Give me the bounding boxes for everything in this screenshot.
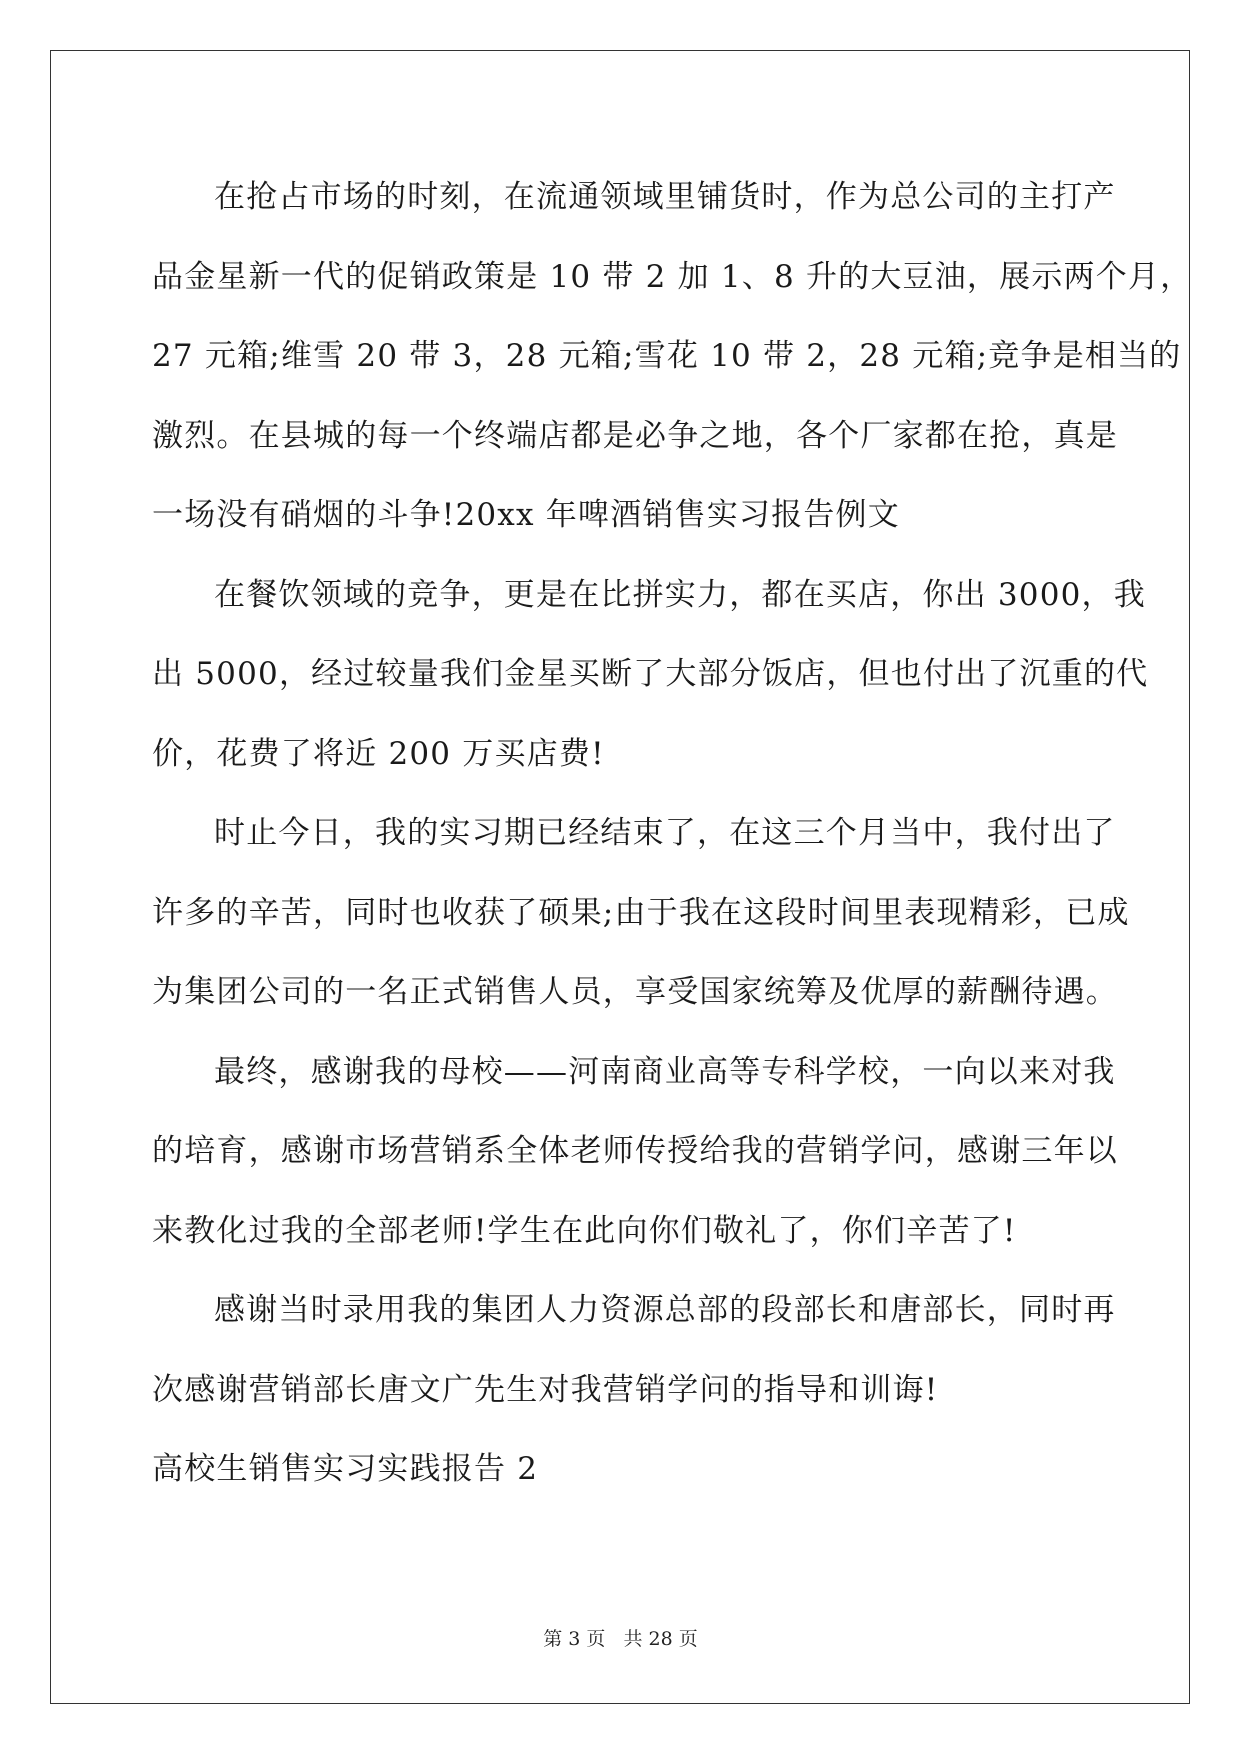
paragraph-line: 时止今日，我的实习期已经结束了，在这三个月当中，我付出了 — [214, 815, 1116, 851]
paragraph-line: 价，花费了将近 200 万买店费! — [152, 735, 605, 772]
paragraph-line: 来教化过我的全部老师!学生在此向你们敬礼了，你们辛苦了! — [152, 1212, 1017, 1249]
page-footer — [0, 1624, 1241, 1651]
paragraph-line: 感谢当时录用我的集团人力资源总部的段部长和唐部长，同时再 — [214, 1292, 1116, 1328]
paragraph-4 — [152, 1033, 1118, 1272]
paragraph-line: 在餐饮领域的竞争，更是在比拼实力，都在买店，你出 3000，我 — [214, 576, 1146, 613]
section-heading: 高校生销售实习实践报告 2 — [152, 1451, 539, 1487]
paragraph-line: 出 5000，经过较量我们金星买断了大部分饭店，但也付出了沉重的代 — [152, 656, 1149, 692]
paragraph-line: 一场没有硝烟的斗争!20xx 年啤酒销售实习报告例文 — [152, 497, 900, 533]
paragraph-line: 最终，感谢我的母校——河南商业高等专科学校，一向以来对我 — [214, 1053, 1116, 1090]
paragraph-2 — [152, 556, 1149, 795]
document-body — [152, 158, 1193, 1510]
page-total: 共 28 页 — [623, 1628, 698, 1650]
paragraph-line: 为集团公司的一名正式销售人员，享受国家统筹及优厚的薪酬待遇。 — [152, 974, 1118, 1010]
paragraph-line: 27 元箱;维雪 20 带 3，28 元箱;雪花 10 带 2，28 元箱;竞争是相当的 — [152, 338, 1182, 374]
paragraph-3 — [152, 794, 1130, 1033]
paragraph-5 — [152, 1271, 1116, 1430]
paragraph-1 — [152, 158, 1193, 556]
paragraph-line: 次感谢营销部长唐文广先生对我营销学问的指导和训诲! — [152, 1371, 939, 1408]
paragraph-line: 许多的辛苦，同时也收获了硕果;由于我在这段时间里表现精彩，已成 — [152, 894, 1130, 931]
page-number: 第 3 页 — [543, 1628, 606, 1650]
paragraph-line: 品金星新一代的促销政策是 10 带 2 加 1、8 升的大豆油，展示两个月， — [152, 258, 1193, 295]
paragraph-line: 的培育，感谢市场营销系全体老师传授给我的营销学问，感谢三年以 — [152, 1133, 1118, 1169]
paragraph-line: 在抢占市场的时刻，在流通领域里铺货时，作为总公司的主打产 — [214, 179, 1116, 215]
paragraph-line: 激烈。在县城的每一个终端店都是必争之地，各个厂家都在抢，真是 — [152, 417, 1118, 454]
